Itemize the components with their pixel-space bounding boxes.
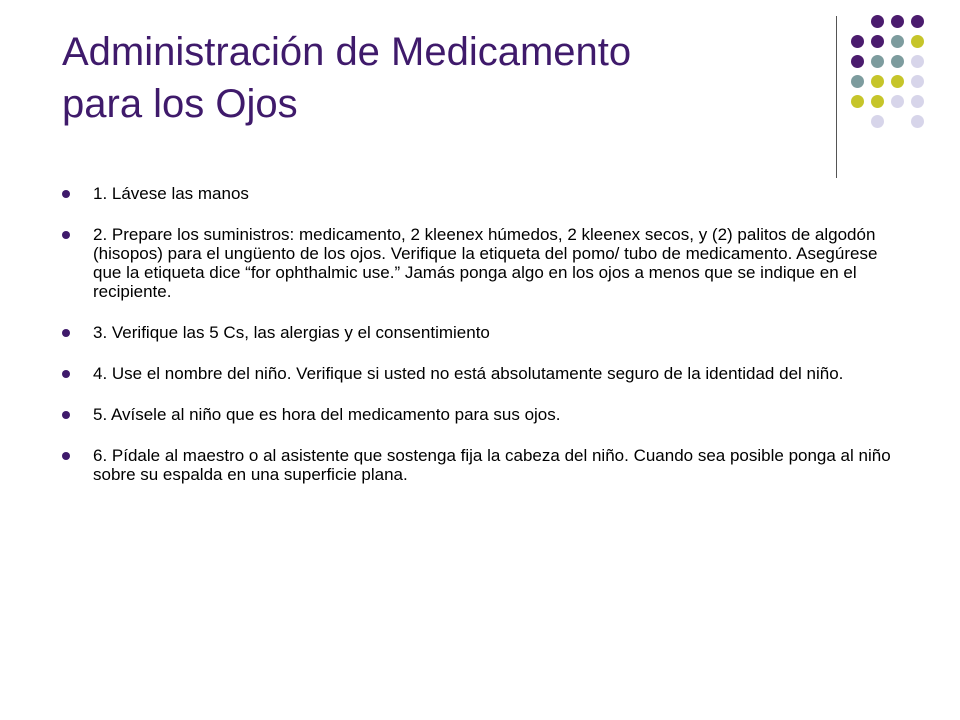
bullet-text: 5. Avísele al niño que es hora del medicamento para sus ojos.: [93, 405, 561, 424]
decorative-dot-grid: [848, 12, 944, 156]
bullet-item: [62, 225, 902, 301]
decorative-dot-teal: [891, 35, 904, 48]
bullet-item: [62, 323, 902, 342]
decorative-dot-purple: [891, 15, 904, 28]
bullet-text: 2. Prepare los suministros: medicamento, 2 kleenex húmedos, 2 kleenex secos, y (2) palitos de algodón (hisopos) para el ungüento de los ojos. Verifique la etiqueta del pomo/ tubo de medicamento. Asegúrese que la etiqueta dice “for ophthalmic use.” Jamás ponga algo en los ojos a menos que se indique en el recipiente.: [93, 225, 878, 301]
decorative-dot-lavender: [911, 75, 924, 88]
decorative-dot-lavender: [911, 115, 924, 128]
bullet-icon: [62, 370, 70, 378]
decorative-dot-purple: [911, 15, 924, 28]
slide-title: [62, 26, 822, 130]
decorative-dot-lavender: [891, 95, 904, 108]
decorative-dot-lavender: [911, 55, 924, 68]
decorative-dot-teal: [871, 55, 884, 68]
decorative-dot-teal: [851, 75, 864, 88]
decorative-dot-purple: [851, 55, 864, 68]
decorative-dot-olive: [851, 95, 864, 108]
decorative-dot-olive: [891, 75, 904, 88]
bullet-icon: [62, 411, 70, 419]
vertical-divider: [836, 16, 837, 178]
bullet-text: 1. Lávese las manos: [93, 184, 249, 203]
slide-title-line-1: Administración de Medicamento: [62, 30, 632, 74]
bullet-text: 4. Use el nombre del niño. Verifique si usted no está absolutamente seguro de la identidad del niño.: [93, 364, 844, 383]
decorative-dot-teal: [891, 55, 904, 68]
decorative-dot-lavender: [911, 95, 924, 108]
bullet-item: [62, 364, 902, 383]
bullet-item: [62, 184, 902, 203]
bullet-text: 3. Verifique las 5 Cs, las alergias y el consentimiento: [93, 323, 490, 342]
decorative-dot-olive: [871, 95, 884, 108]
bullet-icon: [62, 231, 70, 239]
decorative-dot-purple: [871, 35, 884, 48]
bullet-icon: [62, 452, 70, 460]
bullet-icon: [62, 190, 70, 198]
bullet-list: [62, 184, 902, 506]
decorative-dot-olive: [911, 35, 924, 48]
decorative-dot-olive: [871, 75, 884, 88]
decorative-dot-purple: [871, 15, 884, 28]
slide-title-line-2: para los Ojos: [62, 82, 298, 126]
bullet-item: [62, 446, 902, 484]
decorative-dot-purple: [851, 35, 864, 48]
decorative-dot-lavender: [871, 115, 884, 128]
bullet-item: [62, 405, 902, 424]
bullet-text: 6. Pídale al maestro o al asistente que sostenga fija la cabeza del niño. Cuando sea posible ponga al niño sobre su espalda en una superficie plana.: [93, 446, 891, 484]
bullet-icon: [62, 329, 70, 337]
